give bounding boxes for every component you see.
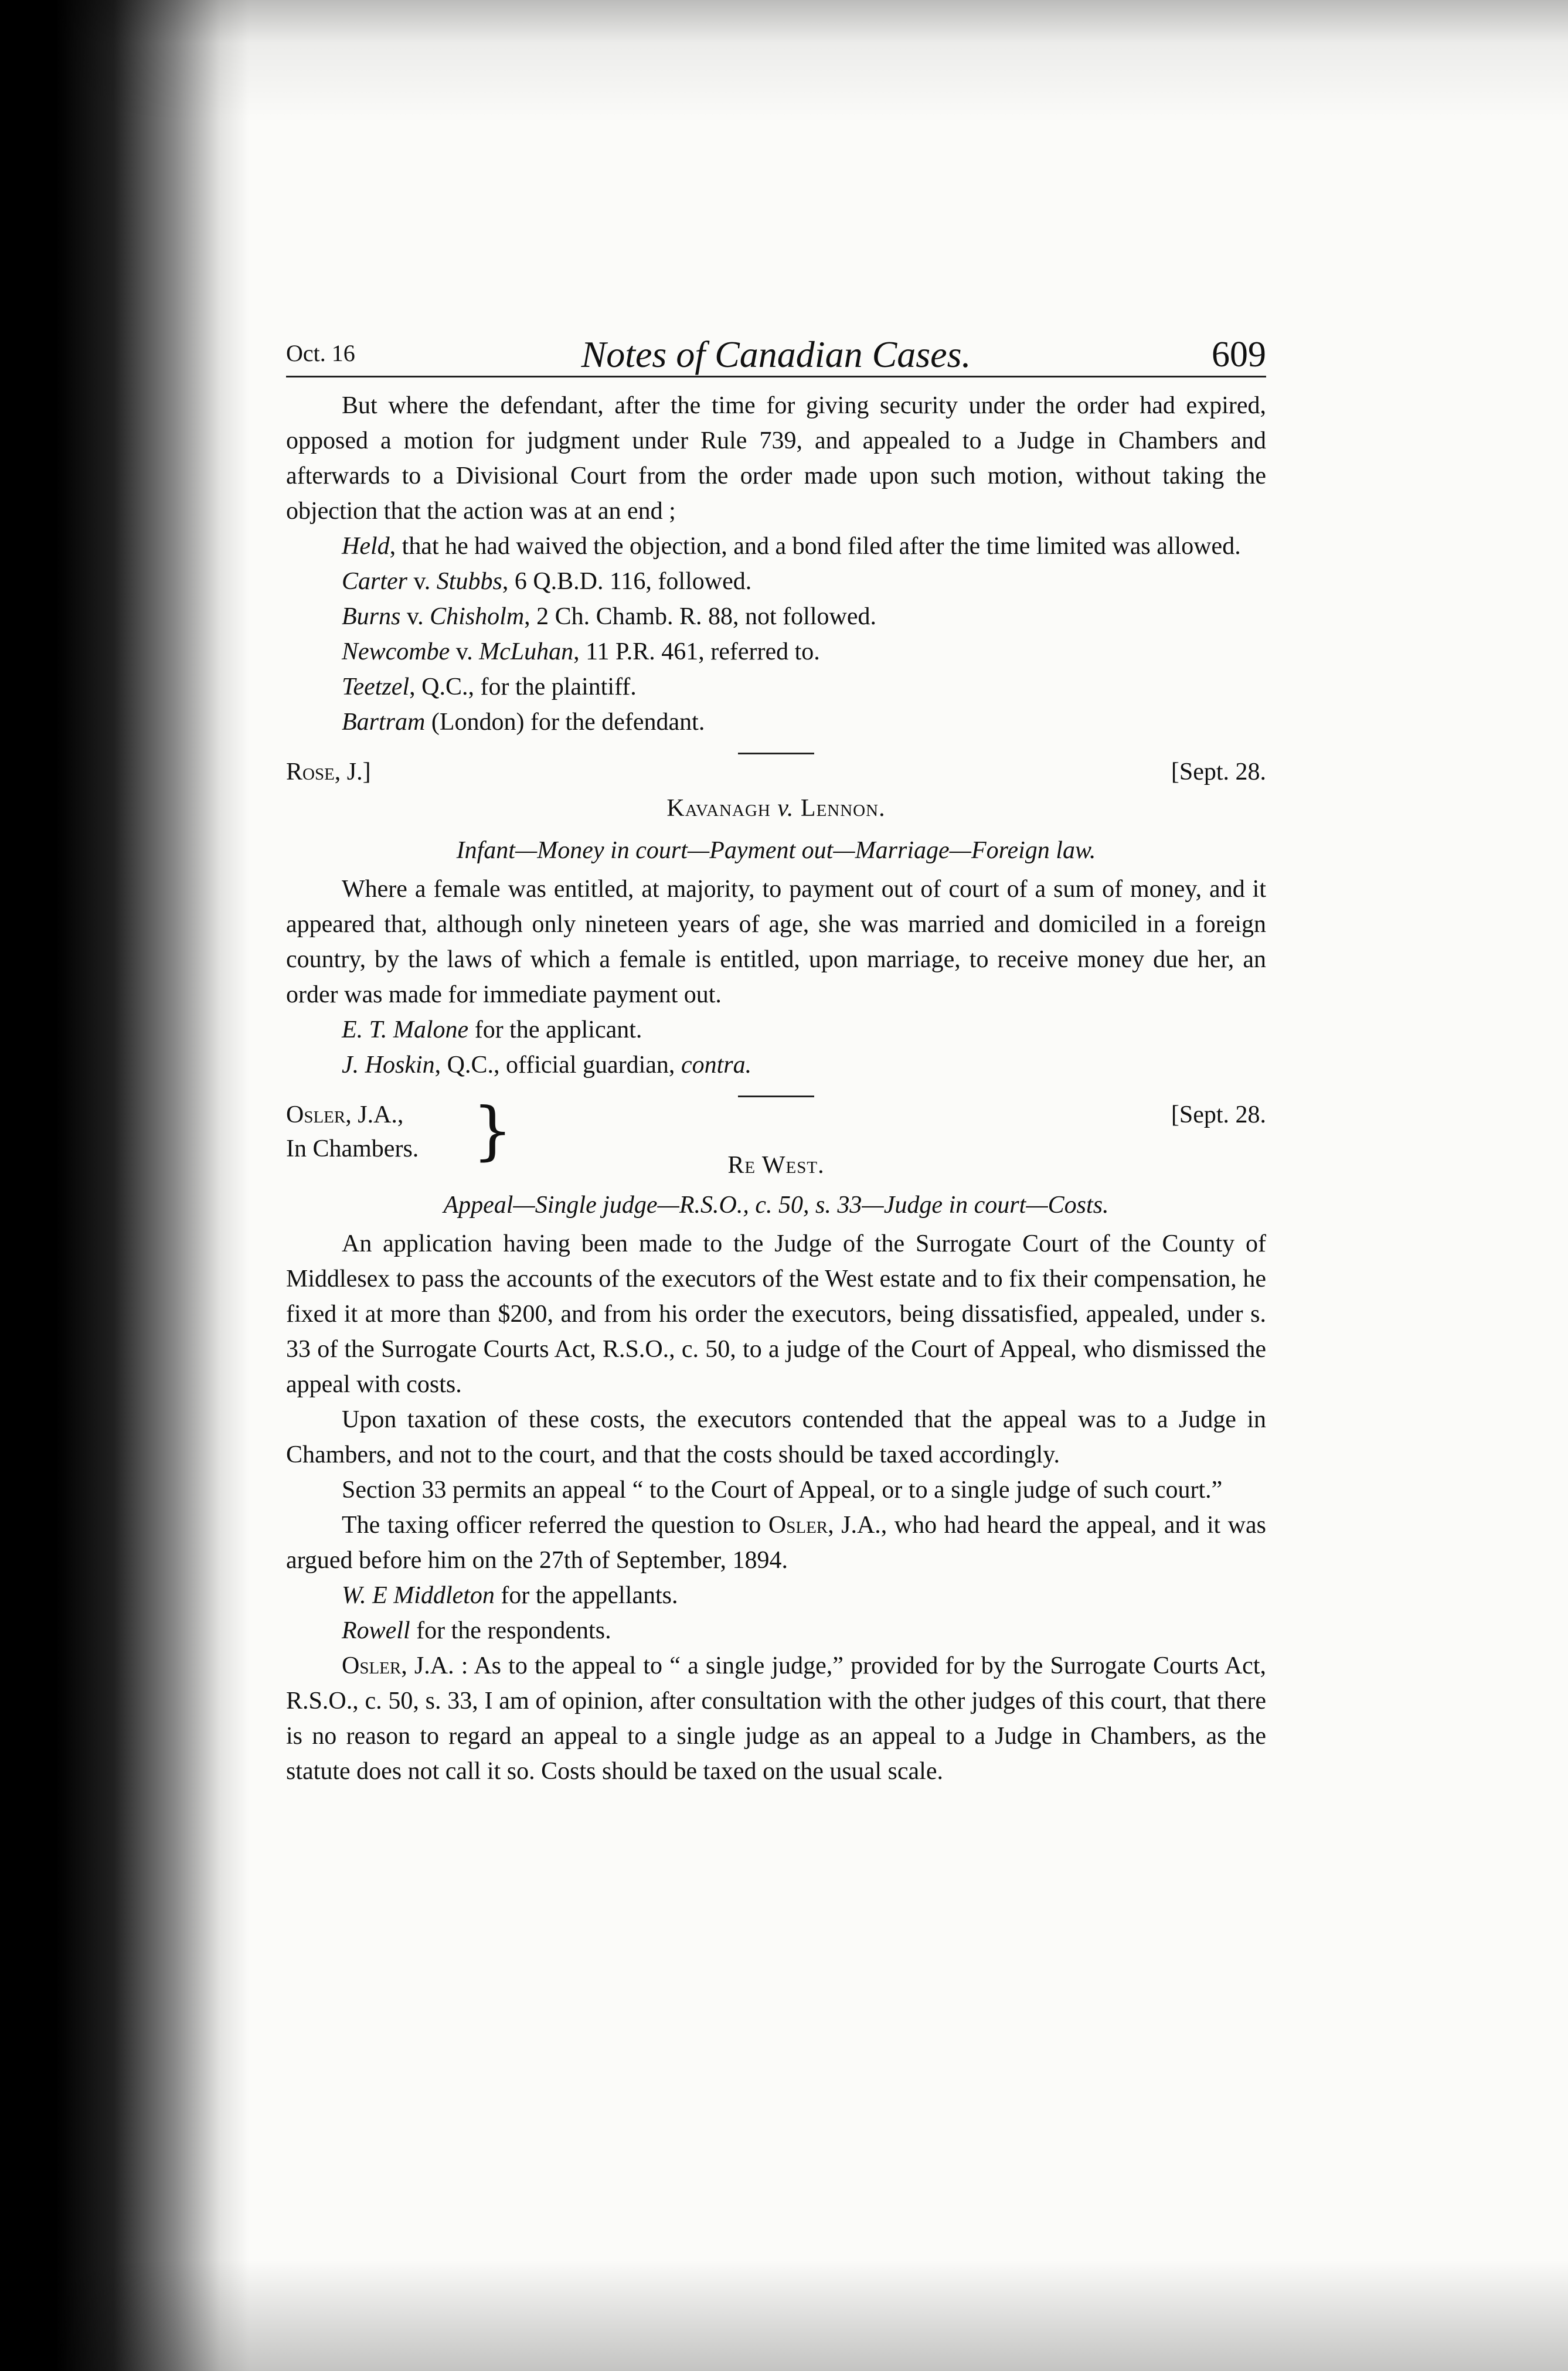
- case2-paragraph: Upon taxation of these costs, the executors contended that the appeal was to a Judge in Chambers, and not to the court, and that the costs should be taxed accordingly.: [286, 1406, 1266, 1468]
- counsel-role: for the applicant.: [468, 1016, 642, 1043]
- judge-name: Osler: [342, 1652, 402, 1679]
- case2-text: , J.A., who had heard the appeal, and it was argued before him on the 27th of September, 1894.: [286, 1512, 1266, 1574]
- citation: [286, 564, 1266, 599]
- citation-party: Carter: [342, 568, 408, 595]
- case0-held: [286, 529, 1266, 564]
- case2-rubric: Appeal—Single judge—R.S.O., c. 50, s. 33—Judge in court—Costs.: [443, 1192, 1109, 1219]
- page-number: 609: [1212, 335, 1266, 375]
- counsel-name: W. E Middleton: [342, 1582, 495, 1609]
- binding-shadow: [56, 0, 249, 2371]
- counsel-name: J. Hoskin: [342, 1052, 435, 1079]
- citation-party: Newcombe: [342, 638, 450, 665]
- counsel-name: Rowell: [342, 1617, 410, 1644]
- counsel-role: (London) for the defendant.: [425, 709, 705, 736]
- citation-party: Chisholm: [430, 603, 525, 630]
- case1-title-defendant: Lennon.: [794, 795, 886, 822]
- counsel-role: for the respondents.: [410, 1617, 611, 1644]
- judgment-text: , J.A. : As to the appeal to “ a single judge,” provided for by the Surrogate Courts Act, R.S.O., c. 50, s. 33, I am of opinion, after consultation with the other judges of this court, that there is no reason to regard an appeal to a single judge as an appeal to a Judge in Chambers, as the statute does not call it so. Costs should be taxed on the usual scale.: [286, 1652, 1266, 1785]
- citation: [286, 634, 1266, 669]
- counsel-line: [286, 705, 1266, 740]
- case2-heading-row: [286, 1094, 1266, 1179]
- header-title: Notes of Canadian Cases.: [581, 334, 971, 375]
- counsel-line: [286, 1047, 1266, 1083]
- counsel-line: [286, 1578, 1266, 1613]
- case1-judge: Rose, J.]: [286, 758, 371, 785]
- case1-heading-row: [286, 754, 1266, 791]
- citation-versus: v.: [407, 568, 437, 595]
- counsel-role: for the appellants.: [494, 1582, 678, 1609]
- case1-title: [286, 791, 1266, 826]
- case0-paragraph: But where the defendant, after the time for giving security under the order had expired, opposed a motion for judgment under Rule 739, and appealed to a Judge in Chambers and afterwards to a Divisional Court from the order made upon such motion, without taking the objection that the action was at an end ;: [286, 392, 1266, 525]
- case2-paragraph: Section 33 permits an appeal “ to the Court of Appeal, or to a single judge of such court.”: [342, 1477, 1223, 1503]
- counsel-line: [286, 1613, 1266, 1648]
- case2-title: Re West.: [727, 1152, 825, 1179]
- case2-paragraph: An application having been made to the Judge of the Surrogate Court of the County of Middlesex to pass the accounts of the executors of the West estate and to fix their compensation, he fixed it at more than $200, and from his order the executors, being dissatisfied, appealed, under s. 33 of the Surrogate Courts Act, R.S.O., c. 50, to a judge of the Court of Appeal, who dismissed the appeal with costs.: [286, 1230, 1266, 1398]
- case1-date: [Sept. 28.: [1171, 758, 1266, 785]
- citation-ref: , 2 Ch. Chamb. R. 88, not followed.: [524, 603, 876, 630]
- counsel-tail: contra.: [681, 1052, 752, 1079]
- citation-ref: , 11 P.R. 461, referred to.: [573, 638, 820, 665]
- counsel-name: Bartram: [342, 709, 426, 736]
- citation: [286, 599, 1266, 634]
- counsel-line: [286, 1012, 1266, 1047]
- citation-party: Stubbs: [436, 568, 502, 595]
- case2-date: [Sept. 28.: [1171, 1101, 1266, 1128]
- citation-versus: v.: [400, 603, 430, 630]
- case1-title-plaintiff: Kavanagh: [666, 795, 778, 822]
- case2-paragraph: [286, 1508, 1266, 1578]
- case2-judge: Osler, J.A.,: [286, 1101, 404, 1128]
- citation-party: Burns: [342, 603, 401, 630]
- counsel-role: , Q.C., for the plaintiff.: [409, 673, 637, 700]
- header-date: Oct. 16: [286, 340, 355, 366]
- case2-text: The taxing officer referred the question to: [342, 1512, 768, 1539]
- counsel-role: , Q.C., official guardian,: [434, 1052, 681, 1079]
- judge-name: Osler: [768, 1512, 828, 1539]
- case1-paragraph: Where a female was entitled, at majority, to payment out of court of a sum of money, and it appeared that, although only nineteen years of age, she was married and domiciled in a foreign country, by the laws of which a female is entitled, upon marriage, to receive money due her, an order was made for immediate payment out.: [286, 876, 1266, 1008]
- counsel-line: [286, 669, 1266, 705]
- running-header: [286, 319, 1266, 377]
- citation-party: McLuhan: [479, 638, 574, 665]
- brace: }: [472, 1094, 513, 1168]
- citation-ref: , 6 Q.B.D. 116, followed.: [502, 568, 752, 595]
- case2-judgment: [286, 1648, 1266, 1789]
- text-column: [286, 319, 1266, 1789]
- case2-chambers: In Chambers.: [286, 1135, 419, 1162]
- case1-title-versus: v.: [777, 795, 794, 822]
- counsel-name: E. T. Malone: [342, 1016, 469, 1043]
- citation-versus: v.: [450, 638, 479, 665]
- counsel-name: Teetzel: [342, 673, 410, 700]
- case1-rubric: Infant—Money in court—Payment out—Marriage—Foreign law.: [456, 837, 1096, 864]
- bottom-shadow: [56, 2260, 1568, 2371]
- held-text: , that he had waived the objection, and a bond filed after the time limited was allowed.: [389, 533, 1241, 560]
- top-shadow: [56, 0, 1568, 123]
- held-label: Held: [342, 533, 390, 560]
